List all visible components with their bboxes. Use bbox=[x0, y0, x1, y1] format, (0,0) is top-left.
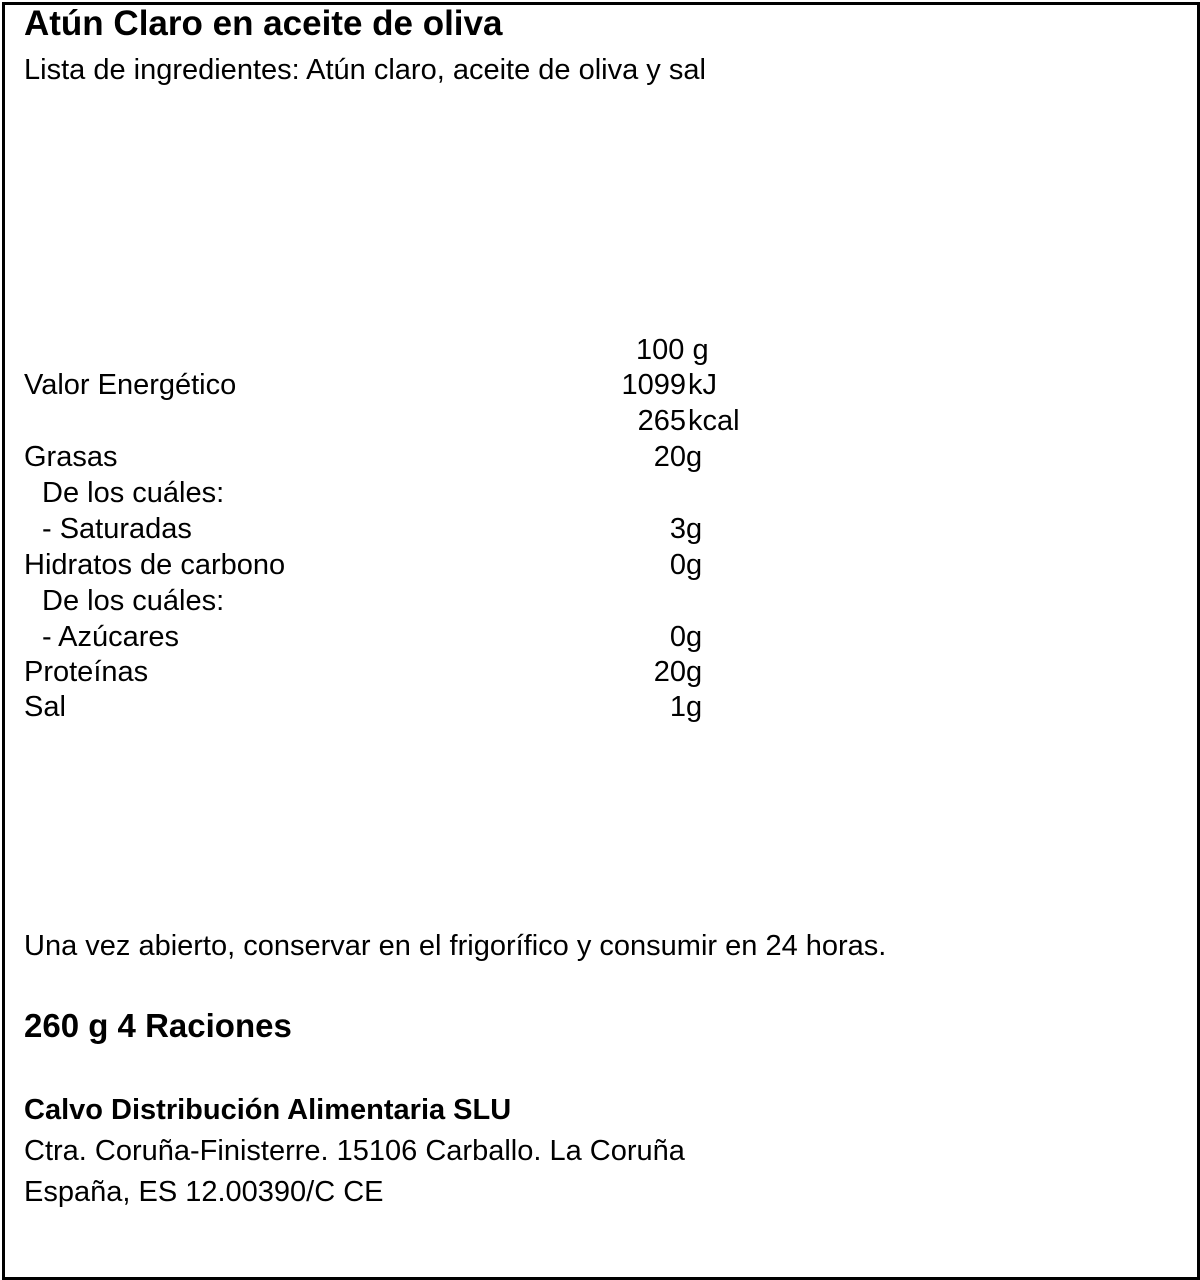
nutrient-label: Sal bbox=[24, 691, 66, 723]
nutrient-value: 0 bbox=[669, 621, 686, 653]
nutrient-unit: g bbox=[686, 549, 703, 581]
energy-kj-unit: kJ bbox=[688, 369, 717, 401]
nutrient-value: 20 bbox=[653, 441, 686, 473]
nutrient-label: - Azúcares bbox=[42, 621, 179, 653]
nutrient-label: Grasas bbox=[24, 441, 118, 473]
nutrient-unit: g bbox=[686, 656, 703, 688]
energy-label: Valor Energético bbox=[24, 369, 237, 401]
company-address-line2: España, ES 12.00390/C CE bbox=[24, 1176, 384, 1208]
nutrient-sublabel: De los cuáles: bbox=[42, 585, 225, 617]
ingredients-list: Lista de ingredientes: Atún claro, aceite de oliva y sal bbox=[24, 54, 706, 86]
nutrient-unit: g bbox=[686, 513, 703, 545]
energy-kj-value: 1099 bbox=[621, 369, 686, 401]
nutrition-column-header: 100 g bbox=[636, 334, 709, 366]
nutrient-value: 0 bbox=[669, 549, 686, 581]
nutrient-label: Proteínas bbox=[24, 656, 149, 688]
nutrient-label: - Saturadas bbox=[42, 513, 192, 545]
company-name: Calvo Distribución Alimentaria SLU bbox=[24, 1094, 512, 1126]
energy-kcal-value: 265 bbox=[637, 405, 686, 437]
nutrient-unit: g bbox=[686, 441, 703, 473]
nutrient-unit: g bbox=[686, 621, 703, 653]
net-weight: 260 g 4 Raciones bbox=[24, 1007, 292, 1044]
company-address-line1: Ctra. Coruña-Finisterre. 15106 Carballo. La Coruña bbox=[24, 1135, 685, 1167]
storage-instructions: Una vez abierto, conservar en el frigorífico y consumir en 24 horas. bbox=[24, 930, 887, 962]
energy-kcal-unit: kcal bbox=[688, 405, 740, 437]
nutrient-value: 3 bbox=[669, 513, 686, 545]
nutrient-value: 1 bbox=[669, 691, 686, 723]
nutrient-value: 20 bbox=[653, 656, 686, 688]
nutrient-sublabel: De los cuáles: bbox=[42, 477, 225, 509]
product-title: Atún Claro en aceite de oliva bbox=[24, 4, 503, 43]
nutrient-unit: g bbox=[686, 691, 703, 723]
nutrient-label: Hidratos de carbono bbox=[24, 549, 286, 581]
